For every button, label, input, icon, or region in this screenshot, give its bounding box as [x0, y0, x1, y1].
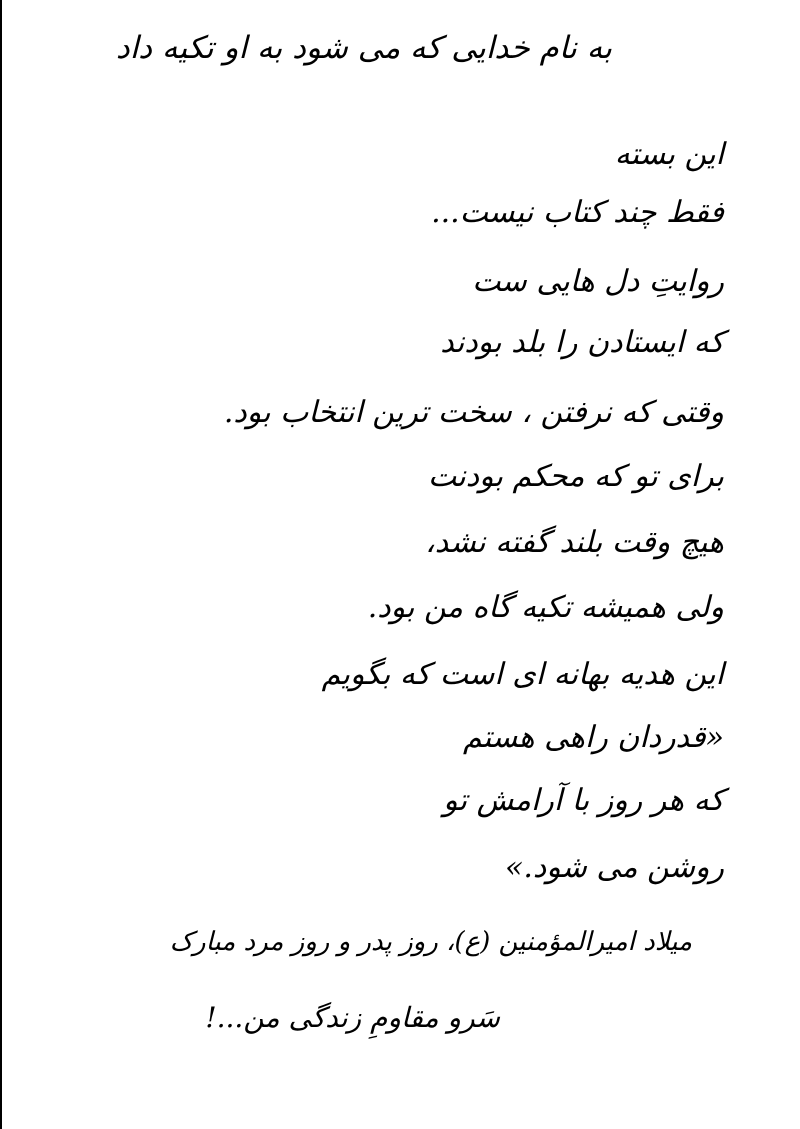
poem-line-6: برای تو که محکم بودنت — [427, 459, 724, 494]
closing-dedication: سَرو مقاومِ زندگی من...! — [205, 1001, 500, 1034]
poem-line-11: که هر روز با آرامش تو — [443, 783, 724, 818]
poem-line-12: روشن می شود.» — [505, 850, 724, 885]
poem-line-5: وقتی که نرفتن ، سخت ترین انتخاب بود. — [223, 395, 724, 430]
page-title: به نام خدایی که می شود به او تکیه داد — [115, 30, 612, 66]
occasion-greeting: میلاد امیرالمؤمنین (ع)، روز پدر و روز مرد مبارک — [169, 927, 692, 957]
poem-line-8: ولی همیشه تکیه گاه من بود. — [367, 590, 724, 625]
poem-line-2: فقط چند کتاب نیست... — [431, 195, 724, 230]
page-left-border — [0, 0, 2, 1129]
poem-line-3: روایتِ دل هایی ست — [472, 264, 724, 299]
poem-line-10: «قدردان راهی هستم — [463, 720, 724, 755]
poem-line-1: این بسته — [614, 137, 724, 172]
poem-line-7: هیچ وقت بلند گفته نشد، — [425, 525, 724, 560]
poem-line-9: این هدیه بهانه ای است که بگویم — [321, 657, 724, 692]
poem-line-4: که ایستادن را بلد بودند — [440, 325, 724, 360]
